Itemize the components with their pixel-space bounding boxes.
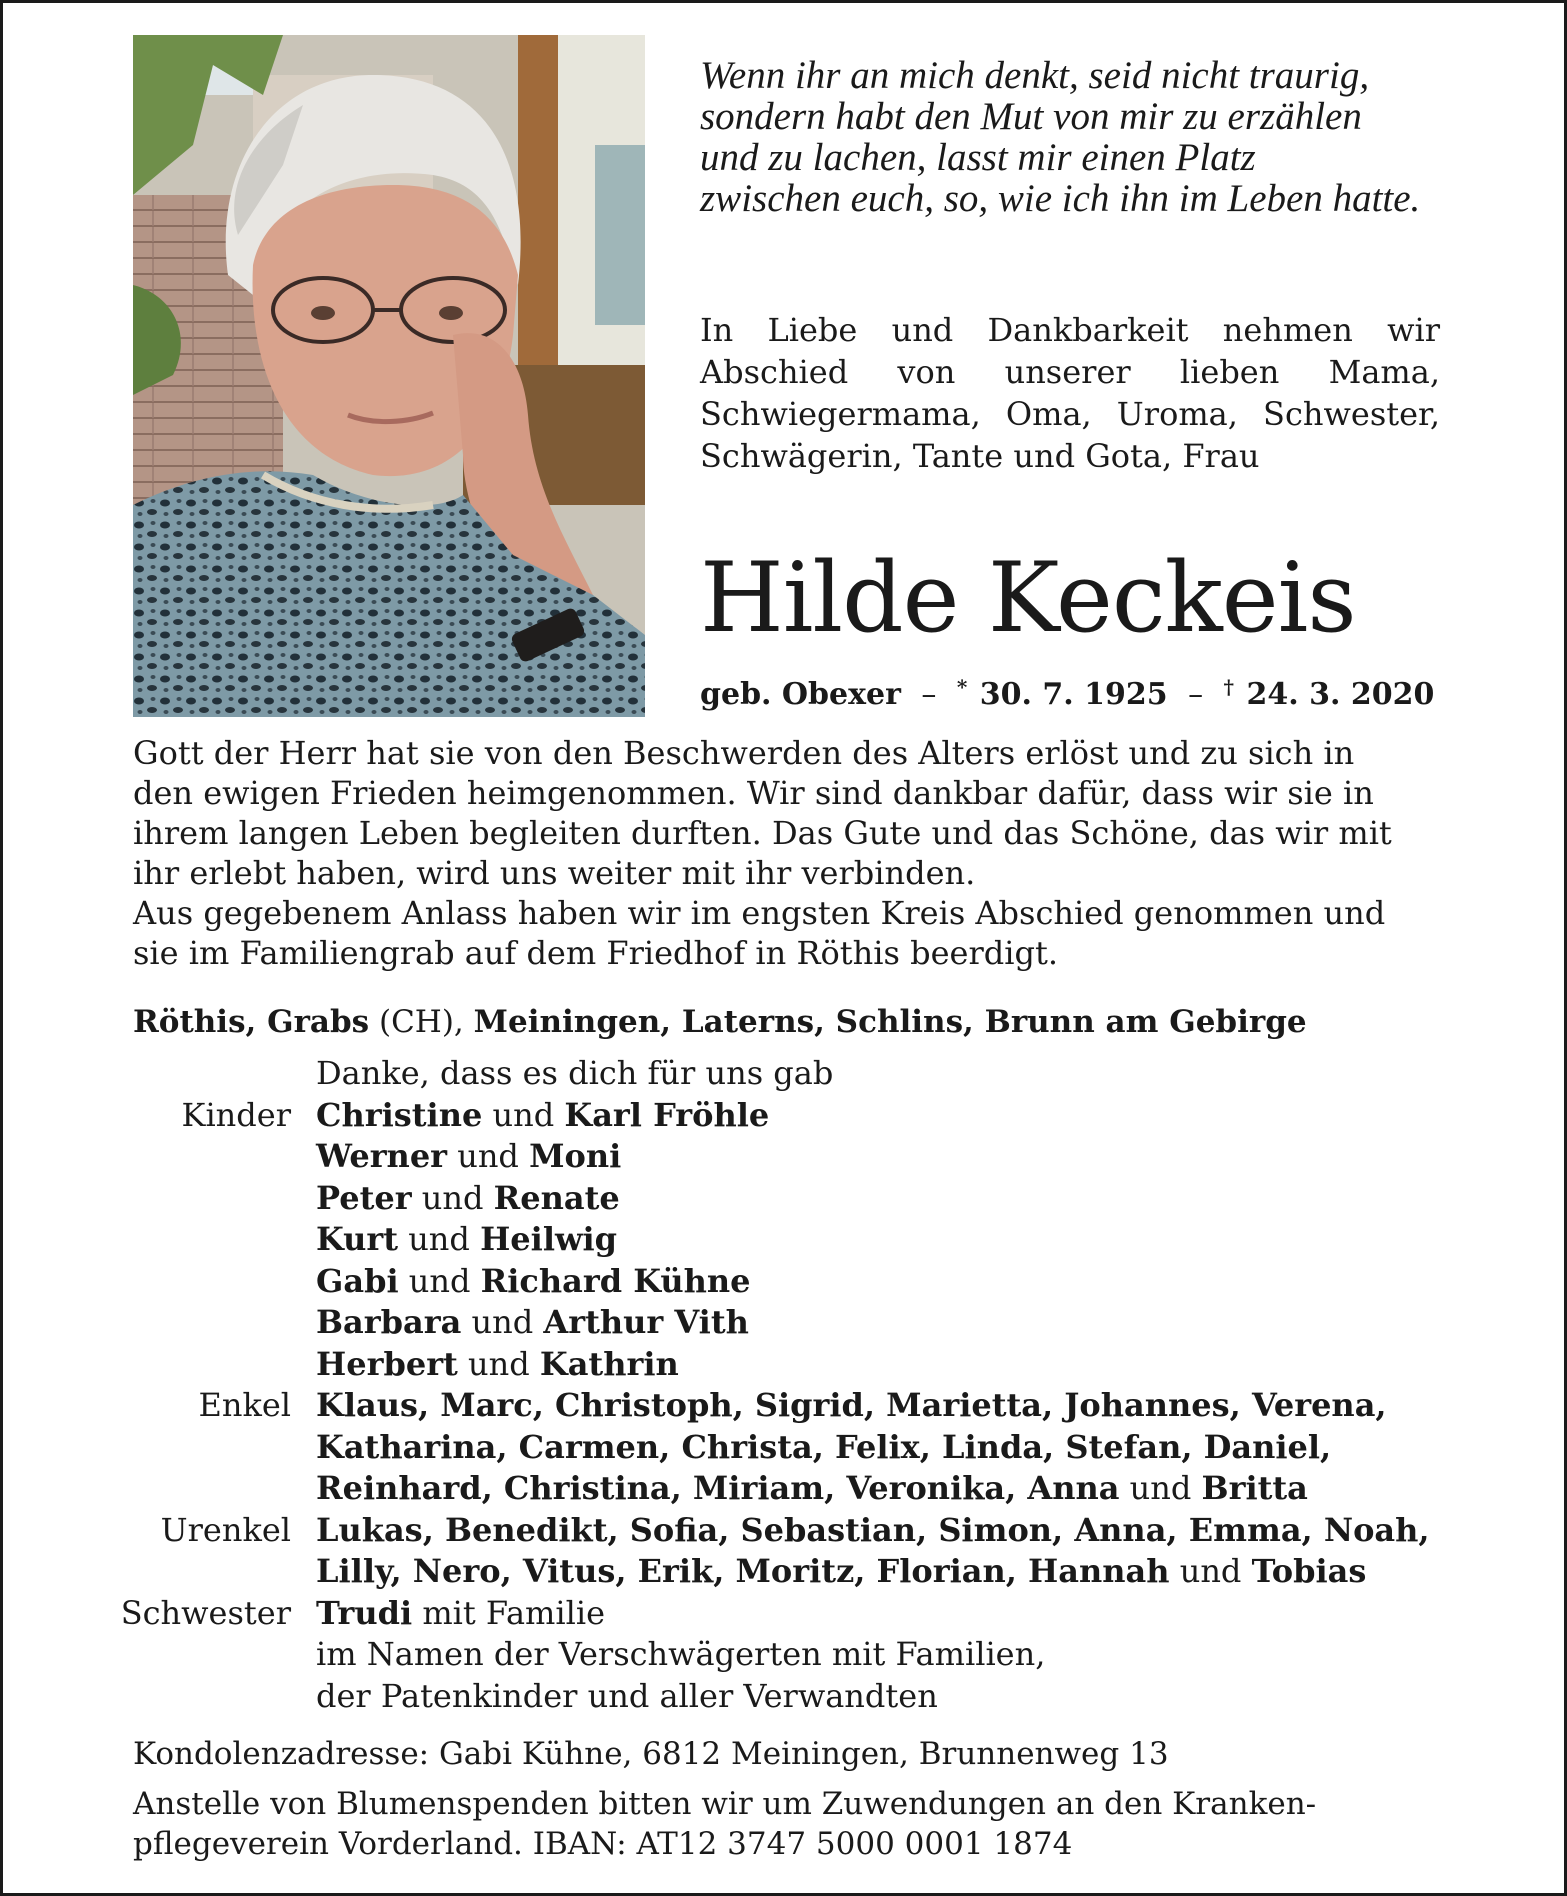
donation-line: Anstelle von Blumenspenden bitten wir um Zuwendungen an den Kranken- <box>133 1786 1317 1822</box>
places-part: Meiningen, Laterns, Schlins, Brunn am Gebirge <box>473 1004 1307 1040</box>
birth-name: geb. Obexer <box>700 677 901 712</box>
poem-line: und zu lachen, lasst mir einen Platz <box>700 136 1256 179</box>
body-line: Aus gegebenem Anlass haben wir im engsten Kreis Abschied genommen und <box>133 894 1386 932</box>
schwester-line: Trudi mit Familie <box>316 1593 606 1632</box>
poem-line: Wenn ihr an mich denkt, seid nicht traurig, <box>700 54 1370 97</box>
enkel-line: Katharina, Carmen, Christa, Felix, Linda, Stefan, Daniel, <box>316 1427 1332 1466</box>
kinder-entry: Christine und Karl Fröhle <box>316 1095 770 1134</box>
deceased-name: Hilde Keckeis <box>700 542 1356 654</box>
born-symbol: * <box>956 675 968 699</box>
body-line: sie im Familiengrab auf dem Friedhof in Röthis beerdigt. <box>133 934 1058 972</box>
condolence-address: Kondolenzadresse: Gabi Kühne, 6812 Meiningen, Brunnenweg 13 <box>133 1736 1169 1772</box>
died-symbol: † <box>1223 675 1235 699</box>
enkel-line: Reinhard, Christina, Miriam, Veronika, Anna und Britta <box>316 1469 1308 1507</box>
urenkel-line: Lilly, Nero, Vitus, Erik, Moritz, Florian, Hannah und Tobias <box>316 1552 1367 1590</box>
poem-line: sondern habt den Mut von mir zu erzählen <box>700 95 1362 138</box>
separator: – <box>1188 677 1204 712</box>
urenkel-line: Lukas, Benedikt, Sofia, Sebastian, Simon, Anna, Emma, Noah, <box>316 1510 1430 1549</box>
kinder-entry: Kurt und Heilwig <box>316 1220 618 1258</box>
kinder-entry: Werner und Moni <box>316 1137 622 1175</box>
donation-line: pflegeverein Vorderland. IBAN: AT12 3747 5000 0001 1874 <box>133 1826 1073 1862</box>
kinder-entry: Herbert und Kathrin <box>316 1344 679 1383</box>
places-part: (CH), <box>369 1004 474 1040</box>
places-part: Röthis, Grabs <box>133 1004 370 1040</box>
body-text <box>133 733 1443 973</box>
portrait-photo <box>133 35 645 717</box>
intro-text: In Liebe und Dankbarkeit nehmen wir Abschied von unserer lieben Mama, Schwiegermama, Oma, Uroma, Schwester, Schwägerin, Tante und Gota, Frau <box>700 311 1440 475</box>
kinder-entry: Peter und Renate <box>316 1178 620 1217</box>
birth-date: 30. 7. 1925 <box>979 677 1168 712</box>
separator: – <box>921 677 937 712</box>
poem-line: zwischen euch, so, wie ich ihn im Leben hatte. <box>700 177 1421 220</box>
family-list <box>103 1053 1503 1717</box>
body-line: ihr erlebt haben, wird uns weiter mit ihr verbinden. <box>133 854 976 892</box>
body-line: den ewigen Frieden heimgenommen. Wir sind dankbar dafür, dass wir sie in <box>133 774 1374 812</box>
death-date: 24. 3. 2020 <box>1246 677 1435 712</box>
closing-line: im Namen der Verschwägerten mit Familien, <box>316 1635 1046 1673</box>
closing-line: der Patenkinder und aller Verwandten <box>316 1676 938 1715</box>
kinder-entry: Gabi und Richard Kühne <box>316 1261 751 1300</box>
places-line <box>133 1001 1443 1043</box>
kinder-entry: Barbara und Arthur Vith <box>316 1303 749 1341</box>
body-line: Gott der Herr hat sie von den Beschwerden des Alters erlöst und zu sich in <box>133 734 1355 772</box>
body-line: ihrem langen Leben begleiten durften. Das Gute und das Schöne, das wir mit <box>133 814 1392 852</box>
footer <box>133 1734 1443 1864</box>
thanks-line: Danke, dass es dich für uns gab <box>316 1054 834 1092</box>
schwester-label: Schwester <box>120 1593 291 1632</box>
enkel-label: Enkel <box>198 1386 291 1424</box>
kinder-label: Kinder <box>181 1095 291 1134</box>
life-dates <box>700 667 1434 715</box>
poem <box>700 55 1460 219</box>
urenkel-label: Urenkel <box>160 1510 291 1549</box>
enkel-line: Klaus, Marc, Christoph, Sigrid, Marietta, Johannes, Verena, <box>316 1386 1387 1424</box>
